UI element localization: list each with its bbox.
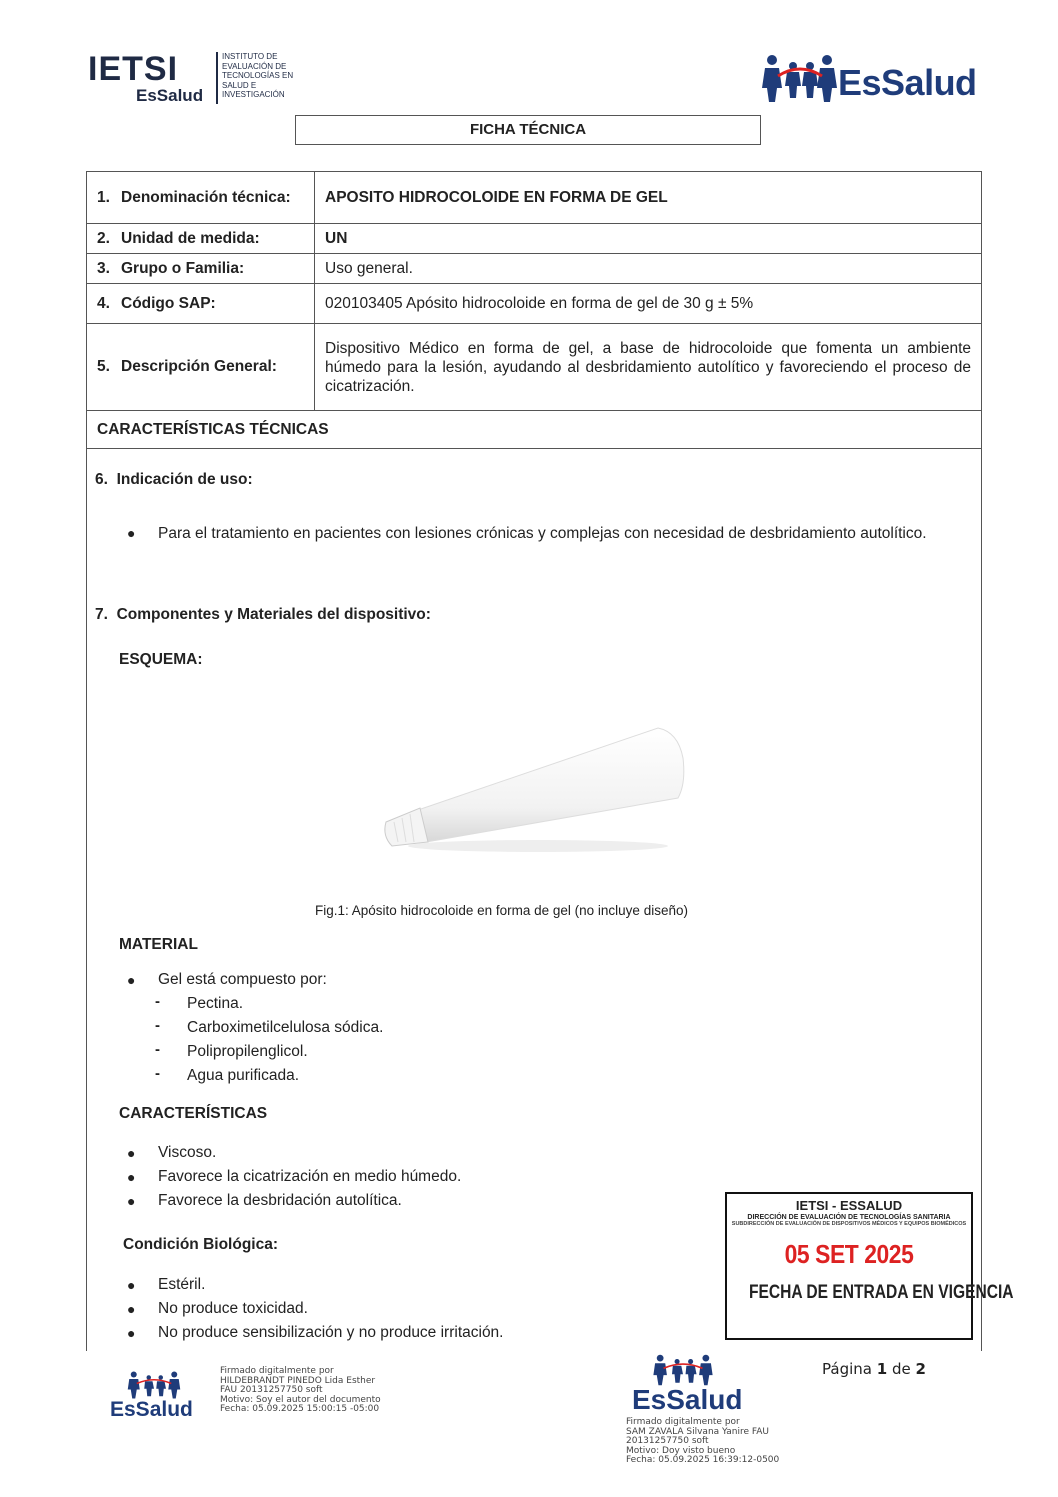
list-item: Estéril. [158,1276,206,1293]
stamp-subdirection: SUBDIRECCIÓN DE EVALUACIÓN DE DISPOSITIVOS MÉDICOS Y EQUIPOS BIOMÉDICOS [731,1221,967,1227]
condicion-heading: Condición Biológica: [123,1236,278,1253]
bullet-icon: ● [127,1325,136,1341]
footer-essalud-logo-center [628,1352,743,1420]
table-row: 1. Denominación técnica: APOSITO HIDROCOLOIDE EN FORMA DE GEL [87,172,982,224]
list-item: No produce toxicidad. [158,1300,308,1317]
bullet-icon: ● [127,1145,136,1161]
row-value: UN [315,224,982,254]
family-icon [760,52,838,104]
list-item: No produce sensibilización y no produce irritación. [158,1324,504,1341]
stamp-direction: DIRECCIÓN DE EVALUACIÓN DE TECNOLOGÍAS SANITARIA [747,1214,951,1221]
table-row: 3. Grupo o Familia: Uso general. [87,254,982,284]
footer-logo-text: EsSalud [632,1384,743,1415]
row-label: Denominación técnica: [121,188,291,206]
bullet-icon: ● [127,1169,136,1185]
table-row [87,411,982,449]
list-item: Viscoso. [158,1144,217,1161]
list-item: Favorece la desbridación autolítica. [158,1192,402,1209]
doc-title: FICHA TÉCNICA [295,115,761,145]
bullet-icon: ● [127,525,136,541]
row-value: Dispositivo Médico en forma de gel, a base de hidrocoloide que fomenta un ambiente húmedo para la lesión, ayudando al desbridamiento autolítico y favoreciendo el proceso de cicatrización. [315,324,982,411]
section-6-heading: 6. Indicación de uso: [95,471,253,488]
list-item: Agua purificada. [187,1067,300,1084]
essalud-logo [760,52,985,104]
ietsi-logo-text: IETSI [88,50,179,88]
signature-center: Firmado digitalmente por SAM ZAVALA Silvana Yanire FAU 20131257750 soft Motivo: Doy visto bueno Fecha: 05.09.2025 16:39:12-0500 [626,1417,780,1465]
row-value: APOSITO HIDROCOLOIDE EN FORMA DE GEL [315,172,982,224]
gel-tube-image [378,718,690,858]
footer-logo-text: EsSalud [110,1398,193,1421]
signature-left: Firmado digitalmente por HILDEBRANDT PINEDO Lida Esther FAU 20131257750 soft Motivo: Soy el autor del documento Fecha: 05.09.2025 15:00:15 -05:00 [220,1366,381,1414]
row-value: 020103405 Apósito hidrocoloide en forma de gel de 30 g ± 5% [315,284,982,324]
esquema-heading: ESQUEMA: [119,651,203,668]
list-item: Pectina. [187,995,244,1012]
section-header: CARACTERÍSTICAS TÉCNICAS [87,411,982,449]
stamp-footer: FECHA DE ENTRADA EN VIGENCIA [748,1282,1014,1303]
essalud-logo-text: EsSalud [838,62,977,103]
row-value: Uso general. [315,254,982,284]
bullet-icon: ● [127,972,136,988]
stamp-title: IETSI - ESSALUD [795,1198,903,1213]
dash-icon: - [155,993,160,1010]
table-row: 4. Código SAP: 020103405 Apósito hidrocoloide en forma de gel de 30 g ± 5% [87,284,982,324]
dash-icon: - [155,1065,160,1082]
table-row: 2. Unidad de medida: UN [87,224,982,254]
ietsi-logo-sub: EsSalud [136,86,204,105]
bullet-icon: ● [127,1193,136,1209]
material-intro: Gel está compuesto por: [158,971,327,988]
spec-table [86,171,982,449]
dash-icon: - [155,1017,160,1034]
footer-essalud-logo-left [110,1370,200,1430]
row-label: Descripción General: [121,358,277,375]
list-item: Favorece la cicatrización en medio húmedo. [158,1168,462,1185]
bullet-icon: ● [127,1301,136,1317]
ietsi-logo [88,50,313,108]
ietsi-logo-divider [216,52,218,104]
bullet-icon: ● [127,1277,136,1293]
family-icon [650,1352,716,1388]
list-item: Polipropilenglicol. [187,1043,308,1060]
ietsi-institute-name: INSTITUTO DE EVALUACIÓN DE TECNOLOGÍAS EN SALUD E INVESTIGACIÓN [222,52,294,100]
figure-caption: Fig.1: Apósito hidrocoloide en forma de gel (no incluye diseño) [315,903,688,918]
row-label: Código SAP: [121,294,216,312]
page-number: Página 1 de 2 [822,1360,926,1378]
family-icon [124,1370,184,1400]
material-heading: MATERIAL [119,936,198,953]
caracteristicas-heading: CARACTERÍSTICAS [119,1105,268,1122]
row-label: Grupo o Familia: [121,259,245,277]
stamp-date: 05 SET 2025 [784,1239,914,1269]
table-row: 5. Descripción General: Dispositivo Médico en forma de gel, a base de hidrocoloide que fomenta un ambiente húmedo para la lesión, ayudando al desbridamiento autolítico y favoreciendo el proceso de cicatrización. [87,324,982,411]
dash-icon: - [155,1041,160,1058]
section-7-heading: 7. Componentes y Materiales del dispositivo: [95,606,431,623]
indication-text: Para el tratamiento en pacientes con lesiones crónicas y complejas con necesidad de desbridamiento autolítico. [158,525,927,542]
list-item: Carboximetilcelulosa sódica. [187,1019,384,1036]
validity-stamp [725,1192,1014,1340]
row-label: Unidad de medida: [121,229,260,247]
